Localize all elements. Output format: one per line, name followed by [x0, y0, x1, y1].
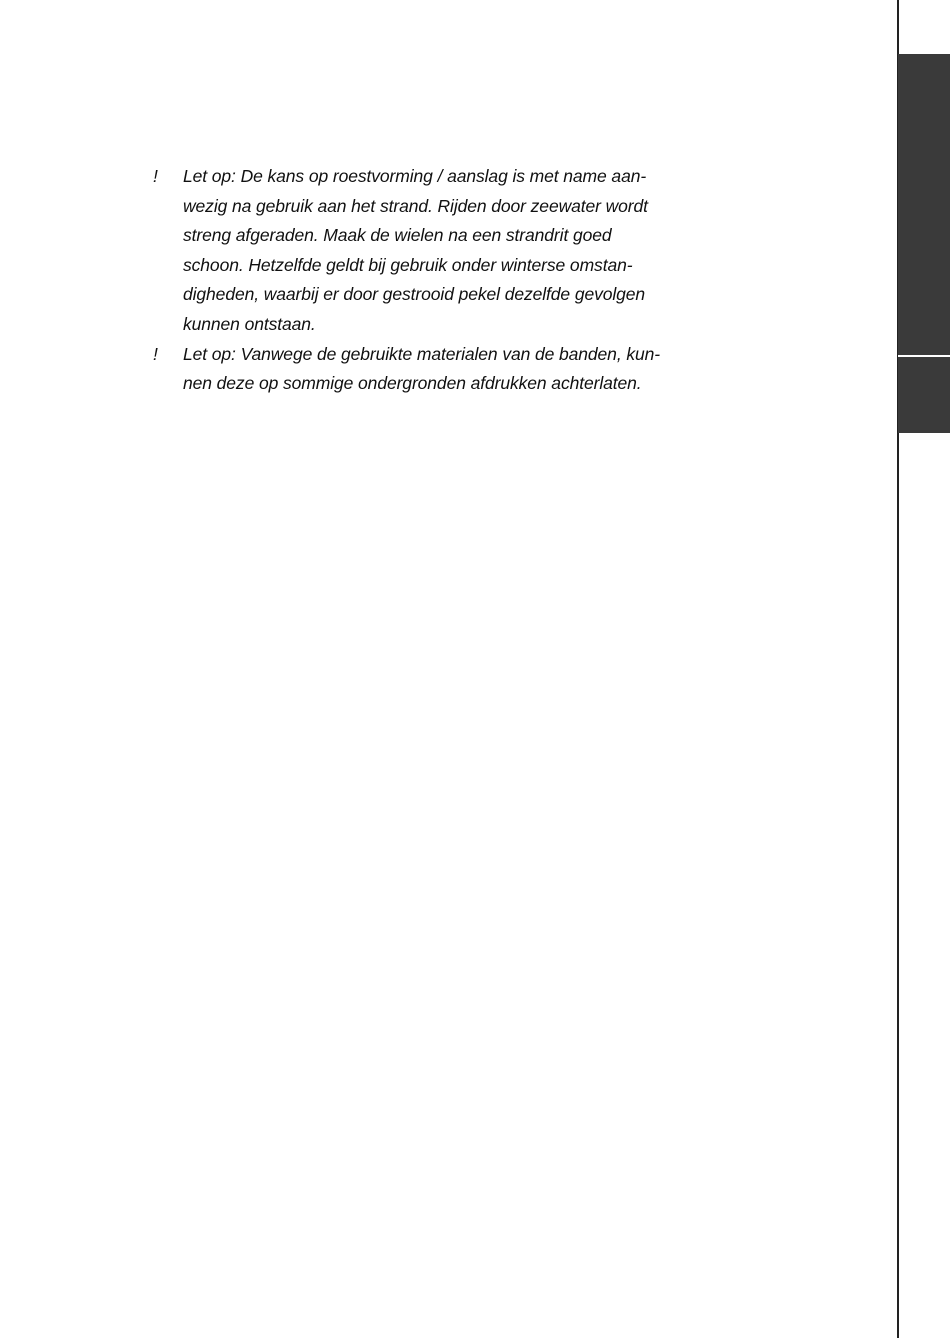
warning-mark: !: [153, 343, 158, 364]
note-line: kunnen ontstaan.: [183, 313, 316, 334]
warning-note-tyres: [150, 340, 810, 399]
section-tab-upper: [898, 54, 950, 355]
note-line: Let op: Vanwege de gebruikte materialen van de banden, kun-: [183, 343, 660, 364]
section-tab-lower: [898, 357, 950, 433]
warning-note-rust: [150, 162, 810, 340]
note-line: streng afgeraden. Maak de wielen na een strandrit goed: [183, 225, 612, 246]
warning-notes-list: [150, 162, 810, 399]
note-line: Let op: De kans op roestvorming / aanslag is met name aan-: [183, 166, 647, 186]
note-line: digheden, waarbij er door gestrooid pekel dezelfde gevolgen: [183, 284, 646, 305]
note-line: nen deze op sommige ondergronden afdrukken achterlaten.: [183, 373, 642, 394]
note-line: wezig na gebruik aan het strand. Rijden door zeewater wordt: [183, 195, 648, 216]
note-line: schoon. Hetzelfde geldt bij gebruik onder winterse omstan-: [183, 254, 633, 275]
warning-mark: !: [153, 166, 158, 186]
